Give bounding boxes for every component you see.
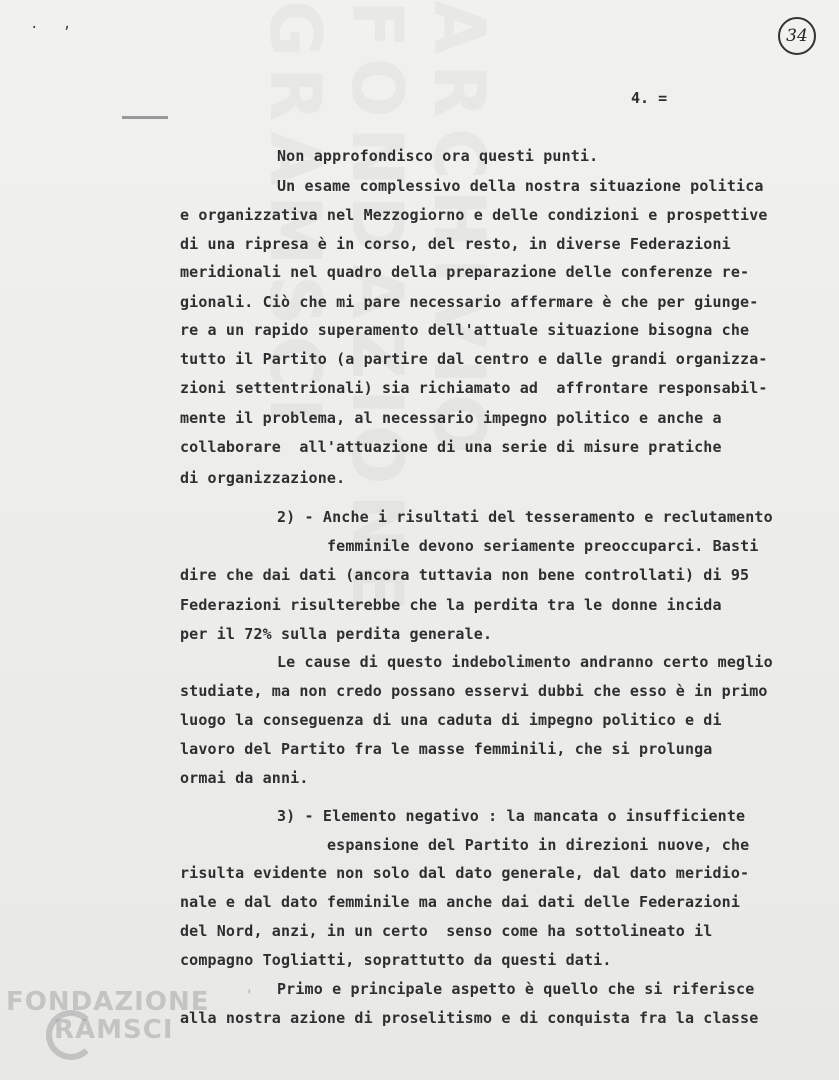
text-line: per il 72% sulla perdita generale. — [180, 625, 493, 643]
text-line: nale e dal dato femminile ma anche dai dati delle Federazioni — [180, 893, 741, 911]
text-line: alla nostra azione di proselitismo e di conquista fra la classe — [180, 1009, 759, 1027]
text-line: di organizzazione. — [180, 469, 346, 487]
text-line: 3) - Elemento negativo : la mancata o insufficiente — [277, 807, 746, 825]
text-line: gionali. Ciò che mi pare necessario affermare è che per giunge- — [180, 293, 759, 311]
text-line: di una ripresa è in corso, del resto, in diverse Federazioni — [180, 235, 731, 253]
text-line: mente il problema, al necessario impegno politico e anche a — [180, 409, 722, 427]
text-line: e organizzativa nel Mezzogiorno e delle condizioni e prospettive — [180, 206, 768, 224]
text-line: zioni settentrionali) sia richiamato ad affrontare responsabil- — [180, 379, 768, 397]
text-line: meridionali nel quadro della preparazione delle conferenze re- — [180, 263, 750, 281]
text-line: 2) - Anche i risultati del tesseramento e reclutamento — [277, 508, 773, 526]
logo-g-icon — [46, 1010, 96, 1060]
text-line: luogo la conseguenza di una caduta di impegno politico e di — [180, 711, 722, 729]
text-line: collaborare all'attuazione di una serie di misure pratiche — [180, 438, 722, 456]
text-line: Federazioni risulterebbe che la perdita tra le donne incida — [180, 596, 722, 614]
archive-number-stamp: 34 — [778, 17, 816, 55]
text-line: del Nord, anzi, in un certo senso come ha sottolineato il — [180, 922, 713, 940]
page-number: 4. = — [631, 89, 668, 107]
text-line: Primo e principale aspetto è quello che si riferisce — [277, 980, 755, 998]
archive-watermark: ARCHIVIO FONDAZIONE GRAMSCI — [254, 0, 500, 621]
text-line: dire che dai dati (ancora tuttavia non bene controllati) di 95 — [180, 566, 750, 584]
text-line: Un esame complessivo della nostra situazione politica — [277, 177, 764, 195]
margin-tick: ' — [245, 988, 254, 1004]
text-line: femminile devono seriamente preoccuparci. Basti — [327, 537, 759, 555]
corner-marks: . , — [30, 16, 80, 32]
logo-line-1: FONDAZIONE — [6, 987, 210, 1017]
text-line: risulta evidente non solo dal dato generale, dal dato meridio- — [180, 864, 750, 882]
text-line: tutto il Partito (a partire dal centro e dalle grandi organizza- — [180, 350, 768, 368]
logo-line-2: RAMSCI — [54, 1015, 174, 1045]
fondazione-gramsci-logo — [6, 988, 209, 1044]
text-line: studiate, ma non credo possano esservi dubbi che esso è in primo — [180, 682, 768, 700]
text-line: espansione del Partito in direzioni nuove, che — [327, 836, 750, 854]
text-line: lavoro del Partito fra le masse femminili, che si prolunga — [180, 740, 713, 758]
text-line: Le cause di questo indebolimento andranno certo meglio — [277, 653, 773, 671]
text-line: compagno Togliatti, soprattutto da questi dati. — [180, 951, 612, 969]
text-line: Non approfondisco ora questi punti. — [277, 147, 599, 165]
text-line: re a un rapido superamento dell'attuale situazione bisogna che — [180, 321, 750, 339]
margin-rule — [122, 116, 168, 119]
text-line: ormai da anni. — [180, 769, 309, 787]
